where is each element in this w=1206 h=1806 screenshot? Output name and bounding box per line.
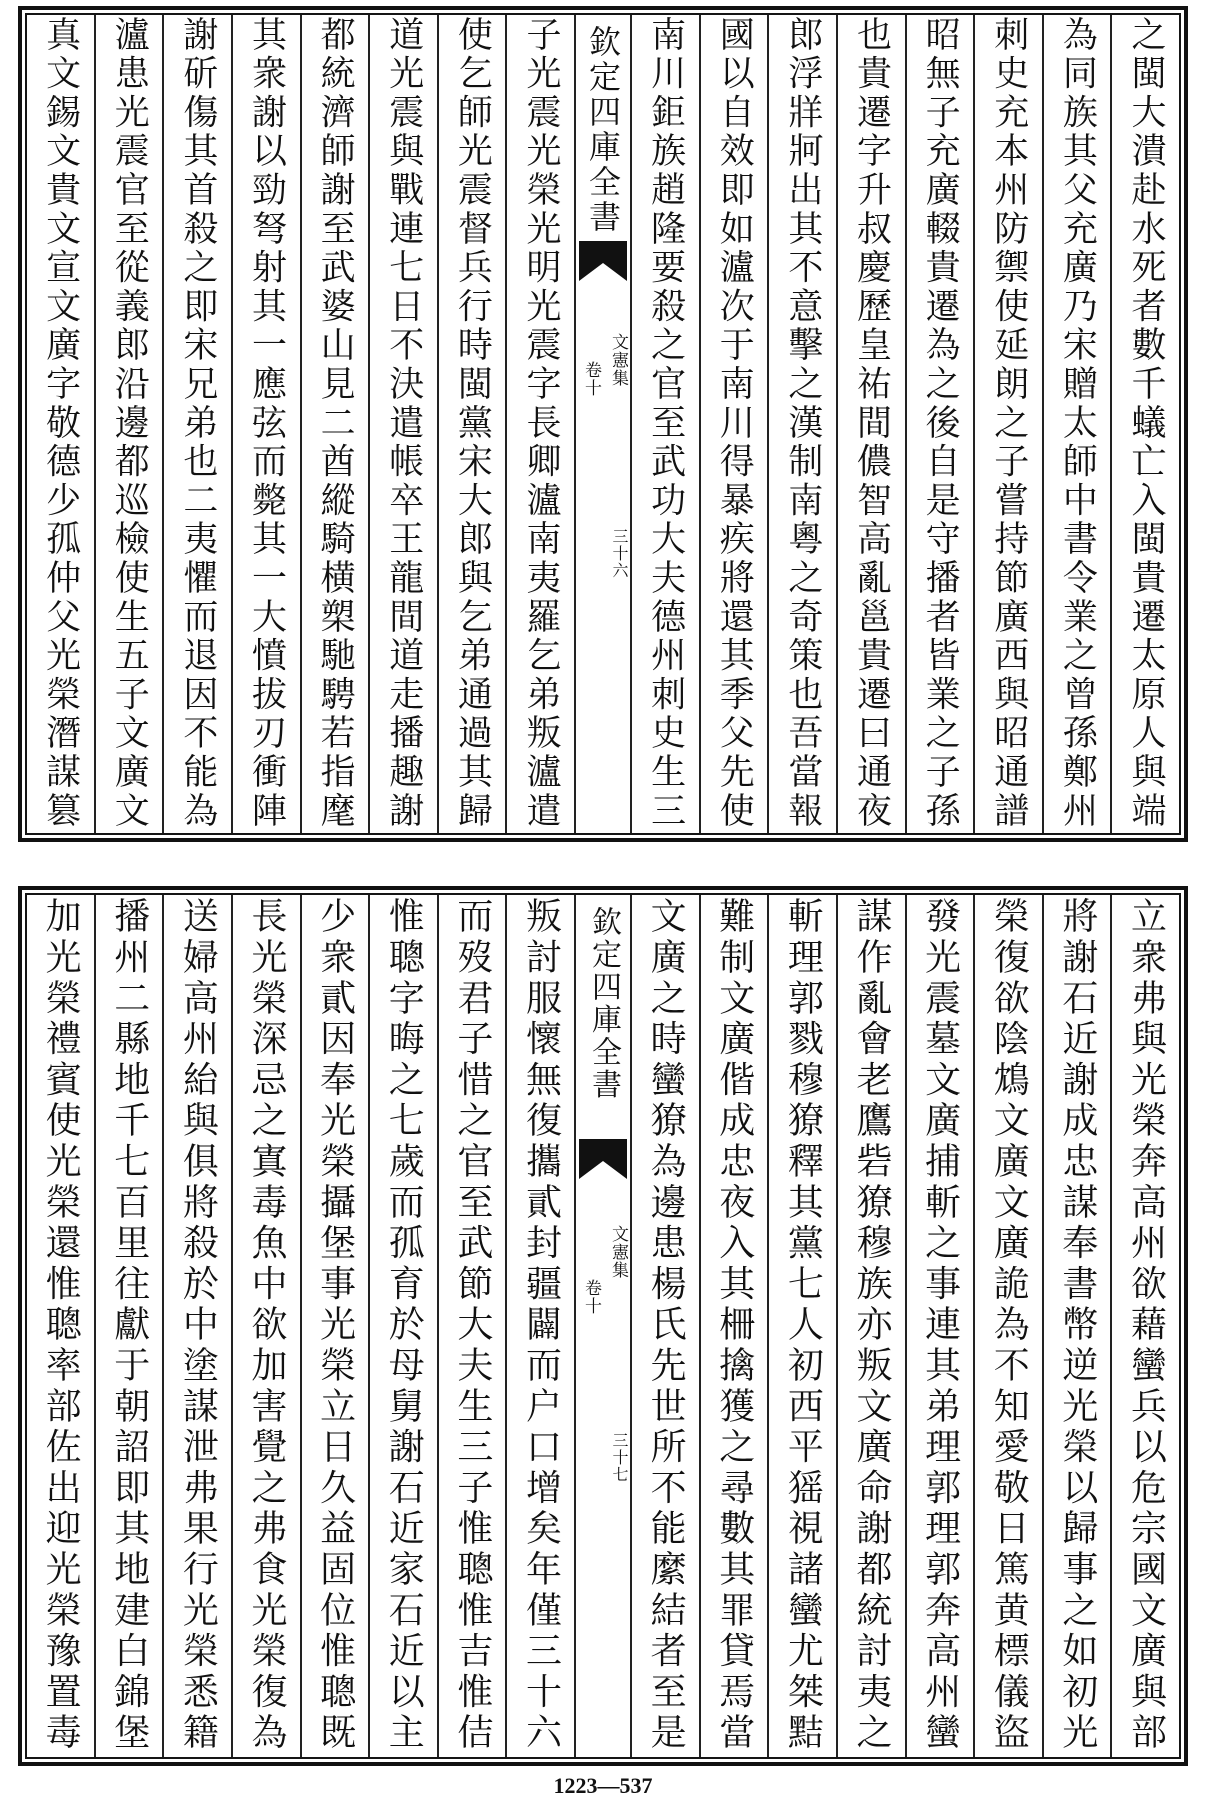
column-text: 其衆謝以勁弩射其一應弦而斃其一大憤拔刃衝陣: [246, 16, 287, 831]
text-column: [231, 895, 300, 1757]
text-column: [300, 15, 369, 833]
page-frame: [25, 13, 1181, 835]
text-column: [1042, 895, 1111, 1757]
column-text: 播州二縣地千七百里往獻于朝詔即其地建白錦堡: [108, 897, 150, 1754]
text-column: [505, 895, 574, 1757]
text-column: [973, 895, 1042, 1757]
text-column: [905, 895, 974, 1757]
text-column: [162, 895, 231, 1757]
text-column: [231, 15, 300, 833]
text-column: [437, 15, 506, 833]
column-text: 昭無子充廣輟貴遷為之後自是守播者皆業之子孫: [920, 16, 961, 831]
column-text: 惟聰字晦之七歲而孤育於母舅謝石近家石近以主: [383, 897, 425, 1754]
page-reference-number: 1223—537: [553, 1773, 653, 1798]
text-column: [1110, 895, 1179, 1757]
column-text: 謀作亂會老鷹砦獠穆族亦叛文廣命謝都統討夷之: [850, 897, 892, 1754]
column-text: 立衆弗與光榮奔高州欲藉蠻兵以危宗國文廣與部: [1125, 897, 1167, 1754]
collection-title: 欽定四庫全書: [586, 906, 621, 1101]
page-frame: [25, 893, 1181, 1759]
book-page-upper: [18, 6, 1188, 842]
text-column: [27, 15, 94, 833]
column-text: 斬理郭戮穆獠釋其黨七人初西平猺視諸蠻尤桀黠: [782, 897, 824, 1754]
book-title: 文憲集: [608, 1225, 628, 1279]
folio-number: 三十六: [610, 528, 629, 579]
column-text: 也貴遷字升叔慶歷皇祐間儂智高亂邕貴遷曰通夜: [851, 16, 892, 831]
text-column: [94, 895, 163, 1757]
center-margin-column: [574, 895, 630, 1757]
text-column: [1110, 15, 1179, 833]
text-column: [905, 15, 974, 833]
column-text: 道光震與戰連七日不決遣帳卒王龍間道走播趣謝: [383, 16, 424, 831]
fishtail-mark-icon: [576, 1139, 630, 1181]
column-text: 加光榮禮賓使光榮還惟聰率部佐出迎光榮豫置毒: [40, 897, 82, 1754]
text-column: [630, 15, 699, 833]
column-text: 南川鉅族趙隆要殺之官至武功大夫德州刺史生三: [645, 16, 686, 831]
text-column: [699, 895, 768, 1757]
text-column: [300, 895, 369, 1757]
column-text: 真文錫文貴文宣文廣字敬德少孤仲父光榮潛謀篡: [40, 16, 81, 831]
column-text: 之閩大潰赴水死者數千蟻亡入閩貴遷太原人與端: [1125, 16, 1166, 831]
book-title: 文憲集: [608, 333, 628, 387]
column-text: 使乞師光震督兵行時閩黨宋大郎與乞弟通過其歸: [452, 16, 493, 831]
volume-label: 卷十: [581, 1279, 601, 1315]
text-column: [505, 15, 574, 833]
column-text: 難制文廣偕成忠夜入其柵擒獲之尋數其罪貸焉當: [713, 897, 755, 1754]
text-column: [767, 895, 836, 1757]
column-text: 為同族其父充廣乃宋贈太師中書令業之曾孫鄭州: [1057, 16, 1098, 831]
text-column: [973, 15, 1042, 833]
text-column: [94, 15, 163, 833]
column-text: 送婦高州紿與俱將殺於中塗謀泄弗果行光榮悉籍: [177, 897, 219, 1754]
column-text: 發光震墓文廣捕斬之事連其弟理郭理郭奔高州蠻: [919, 897, 961, 1754]
text-column: [836, 15, 905, 833]
text-column: [162, 15, 231, 833]
column-text: 郎浮牂牁出其不意擊之漢制南粵之奇策也吾當報: [782, 16, 823, 831]
text-column: [1042, 15, 1111, 833]
fishtail-mark-icon: [576, 241, 630, 283]
column-text: 文廣之時蠻獠為邊患楊氏先世所不能縻結者至是: [645, 897, 687, 1754]
folio-number: 三十七: [610, 1432, 629, 1483]
column-text: 而歿君子惜之官至武節大夫生三子惟聰惟吉惟佶: [451, 897, 493, 1754]
column-text: 都統濟師謝至武婆山見二酋縱騎横槊馳騁若指麾: [315, 16, 356, 831]
column-text: 榮復欲陰鴆文廣文廣詭為不知愛敬日篤黄標儀盜: [988, 897, 1030, 1754]
text-column: [767, 15, 836, 833]
text-column: [27, 895, 94, 1757]
text-column: [836, 895, 905, 1757]
book-page-lower: [18, 886, 1188, 1766]
text-column: [437, 895, 506, 1757]
column-text: 子光震光榮光明光震字長卿瀘南夷羅乞弟叛瀘遣: [520, 16, 561, 831]
column-text: 謝斫傷其首殺之即宋兄弟也二夷懼而退因不能為: [177, 16, 218, 831]
column-text: 叛討服懷無復攜貳封疆闢而户口增矣年僅三十六: [520, 897, 562, 1754]
text-column: [699, 15, 768, 833]
center-margin-column: [574, 15, 630, 833]
column-text: 長光榮深忌之寘毒魚中欲加害覺之弗食光榮復為: [245, 897, 287, 1754]
column-text: 國以自效即如瀘次于南川得暴疾將還其季父先使: [714, 16, 755, 831]
column-text: 瀘患光震官至從義郎沿邊都巡檢使生五子文廣文: [109, 16, 150, 831]
column-text: 將謝石近謝成忠謀奉書幣逆光榮以歸事之如初光: [1056, 897, 1098, 1754]
text-column: [368, 15, 437, 833]
column-text: 刺史充本州防禦使延朗之子嘗持節廣西與昭通譜: [988, 16, 1029, 831]
text-column: [368, 895, 437, 1757]
collection-title: 欽定四庫全書: [584, 25, 622, 235]
column-text: 少衆貳因奉光榮攝堡事光榮立日久益固位惟聰既: [314, 897, 356, 1754]
volume-label: 卷十: [581, 361, 601, 397]
text-column: [630, 895, 699, 1757]
